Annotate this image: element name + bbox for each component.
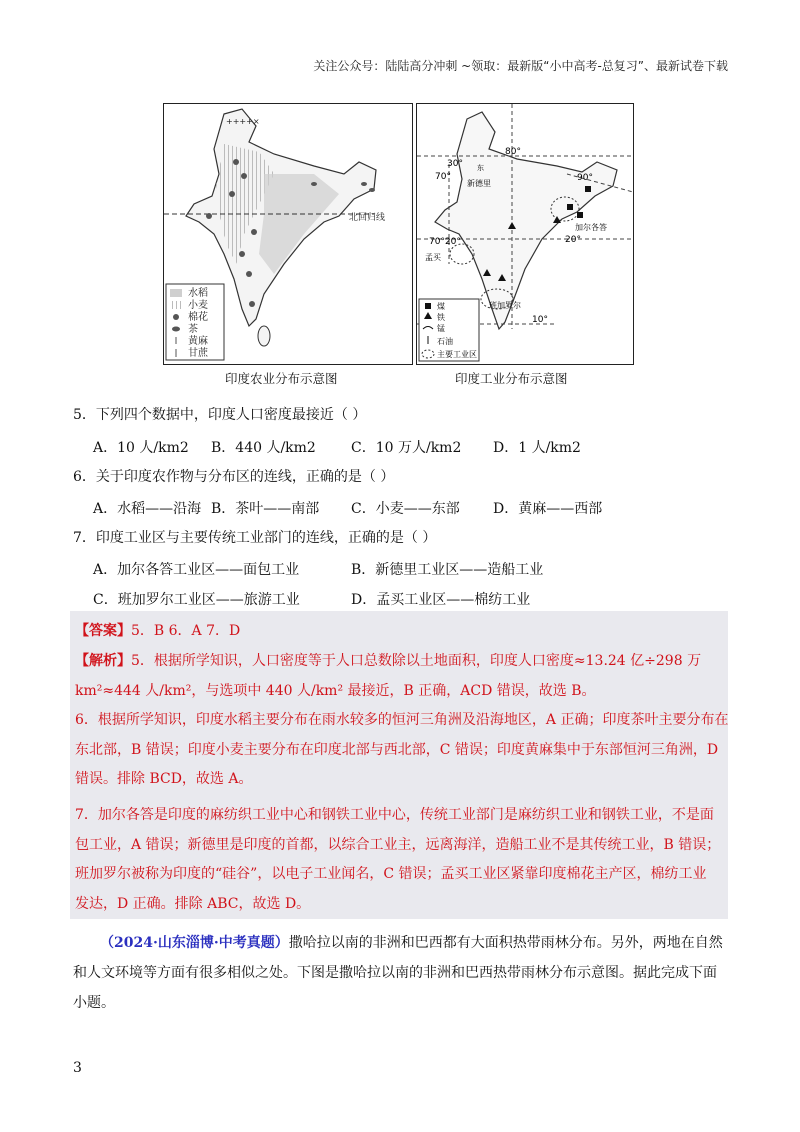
delhi-label: 新德里 (467, 179, 491, 188)
q7-option-a: A．加尔各答工业区——面包工业 (93, 562, 300, 578)
legend-sugarcane: 甘蔗 (188, 348, 208, 359)
kolkata-label: 加尔各答 (575, 223, 607, 232)
analysis-line-3: 6．根据所学知识，印度水稻主要分布在雨水较多的恒河三角洲及沿海地区，A 正确；印度茶叶主要分布在 (75, 712, 729, 728)
lat30-label: 30° (447, 159, 463, 169)
industry-map-caption: 印度工业分布示意图 (455, 371, 568, 386)
next-question-text-1: 撒哈拉以南的非洲和巴西都有大面积热带雨林分布。另外，两地在自然 (288, 935, 723, 951)
legend-coal: 煤 (437, 302, 445, 311)
legend-oil: 石油 (437, 337, 453, 346)
agri-map-caption: 印度农业分布示意图 (225, 371, 338, 386)
answer-tag: 【答案】 (75, 623, 131, 639)
q6-option-a: A．水稻——沿海 (93, 501, 202, 517)
question-source: （2024·山东淄博·中考真题） (100, 935, 289, 951)
answer-text: 5．B 6．A 7．D (131, 623, 241, 639)
lat20a-label: 70°20° (429, 237, 461, 247)
page-header: 关注公众号：陆陆高分冲刺 ~领取：最新版“小中高考-总复习”、最新试卷下载 (313, 59, 728, 73)
analysis-line-9: 发达，D 正确。排除 ABC，故选 D。 (75, 896, 311, 912)
next-question-line-1 (100, 932, 723, 952)
legend-manganese: 锰 (437, 324, 445, 333)
q5-option-a: A．10 人/km2 (93, 440, 189, 456)
legend-wheat: 小麦 (188, 300, 208, 311)
q7-option-b: B．新德里工业区——造船工业 (351, 562, 544, 578)
lat10-label: 10° (532, 315, 548, 325)
legend-tea: 茶 (188, 324, 198, 335)
border-marks: ++++× (226, 117, 260, 126)
next-question-line-3: 小题。 (73, 995, 115, 1011)
answer-line (75, 620, 240, 640)
analysis-tag: 【解析】 (75, 653, 131, 669)
legend-iron: 铁 (437, 313, 445, 322)
legend-cotton: 棉花 (188, 312, 208, 323)
q6-option-b: B．茶叶——南部 (211, 501, 320, 517)
analysis-line-5: 错误。排除 BCD，故选 A。 (75, 771, 253, 787)
lon80-label: 80° (505, 147, 521, 157)
next-question-line-2: 和人文环境等方面有很多相似之处。下图是撒哈拉以南的非洲和巴西热带雨林分布示意图。据此完成下面 (73, 965, 717, 981)
lat20b-label: 20° (565, 235, 581, 245)
analysis-line-2: km²≈444 人/km²，与选项中 440 人/km² 最接近，B 正确，ACD 错误，故选 B。 (75, 683, 596, 699)
analysis-text-1: 5．根据所学知识，人口密度等于人口总数除以土地面积，印度人口密度≈13.24 亿÷298 万 (131, 653, 702, 669)
q6-option-c: C．小麦——东部 (351, 501, 460, 517)
analysis-line-7: 包工业，A 错误；新德里是印度的首都，以综合工业主，远离海洋，造船工业不是其传统工业，B 错误； (75, 837, 721, 853)
question-5: 5．下列四个数据中，印度人口密度最接近（ ） (73, 407, 367, 423)
india-industry-map (416, 103, 634, 365)
q7-option-d: D．孟买工业区——棉纺工业 (351, 592, 531, 608)
tropic-label: 北回归线 (349, 213, 386, 223)
question-7: 7．印度工业区与主要传统工业部门的连线，正确的是（ ） (73, 530, 437, 546)
q6-option-d: D．黄麻——西部 (493, 501, 603, 517)
analysis-line-8: 班加罗尔被称为印度的“硅谷”，以电子工业闻名，C 错误；孟买工业区紧靠印度棉花主产区，棉纺工业 (75, 866, 707, 882)
q5-option-c: C．10 万人/km2 (351, 440, 462, 456)
bangalore-label: 班加罗尔 (489, 301, 521, 310)
q5-option-d: D．1 人/km2 (493, 440, 581, 456)
india-agriculture-map (163, 103, 413, 365)
legend-jute: 黄麻 (188, 336, 208, 347)
analysis-line-1 (75, 650, 701, 670)
q5-option-b: B．440 人/km2 (211, 440, 316, 456)
lon90-label: 90° (577, 173, 593, 183)
question-6: 6．关于印度农作物与分布区的连线，正确的是（ ） (73, 469, 395, 485)
q7-option-c: C．班加罗尔工业区——旅游工业 (93, 592, 300, 608)
analysis-line-4: 东北部，B 错误；印度小麦主要分布在印度北部与西北部，C 错误；印度黄麻集中于东部恒河三角洲，D (75, 742, 719, 758)
east-label: 东 (477, 164, 484, 172)
lon70-label: 70° (435, 172, 451, 182)
page-number: 3 (73, 1060, 82, 1076)
analysis-line-6: 7．加尔各答是印度的麻纺织工业中心和钢铁工业中心，传统工业部门是麻纺织工业和钢铁工业，不是面 (75, 807, 714, 823)
legend-industrial-zone: 主要工业区 (437, 350, 477, 359)
legend-rice: 水稻 (188, 288, 208, 299)
mumbai-label: 孟买 (425, 253, 441, 262)
